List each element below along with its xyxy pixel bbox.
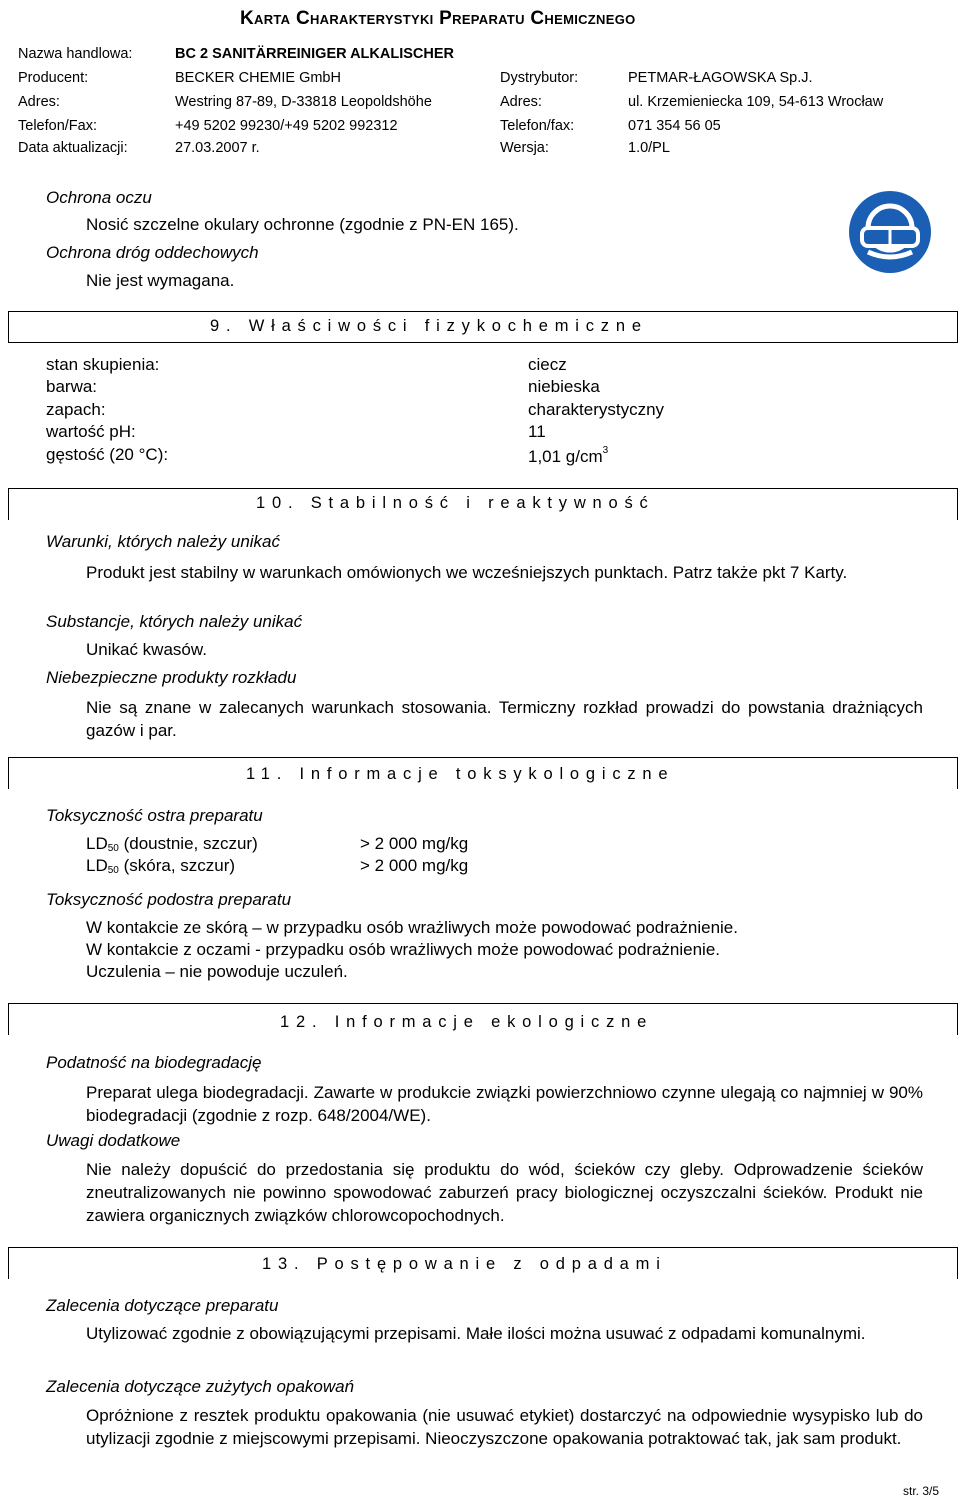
section12-h1: Podatność na biodegradację (46, 1053, 262, 1072)
density-label (46, 445, 168, 465)
eyes-heading: Ochrona oczu (46, 188, 152, 207)
ld50-oral-value: > 2 000 mg/kg (360, 834, 469, 853)
resp-text: Nie jest wymagana. (86, 271, 235, 290)
section12-title: 12. Informacje ekologiczne (280, 1013, 654, 1031)
ld-prefix: LD (86, 834, 108, 853)
ld-prefix: LD (86, 856, 108, 875)
distributor: PETMAR-ŁAGOWSKA Sp.J. (628, 70, 813, 86)
section12-p2: Nie należy dopuścić do przedostania się produktu do wód, ścieków czy gleby. Odprowadzenie ścieków zneutralizowanych nie powinno spowodować zaburzeń pracy biologicznej oczyszczalni ścieków. Produkt nie zawiera organicznych związków chlorowcopochodnych. (86, 1160, 923, 1225)
section11-h1: Toksyczność ostra preparatu (46, 806, 263, 825)
density-number: 1,01 g/cm (528, 447, 603, 466)
version-label: Wersja: (500, 140, 549, 156)
section11-left-edge (8, 757, 9, 789)
ld-row1-label: (doustnie, szczur) (123, 834, 258, 853)
section13-p1: Utylizować zgodnie z obowiązującymi przepisami. Małe ilości można usuwać z odpadami komunalnymi. (86, 1324, 866, 1343)
section9-left-edge (8, 311, 9, 343)
dist-phone-label: Telefon/fax: (500, 118, 575, 134)
prop-label: barwa: (46, 377, 98, 396)
section11-l3: Uczulenia – nie powoduje uczuleń. (86, 962, 348, 981)
prop-value: 11 (528, 422, 546, 441)
prop-value: ciecz (528, 355, 567, 374)
section9-rule (8, 311, 958, 312)
ld50-dermal-value: > 2 000 mg/kg (360, 856, 469, 875)
prop-label: wartość pH: (46, 422, 136, 441)
ld-row2-label: (skóra, szczur) (123, 856, 236, 875)
section13-h2: Zalecenia dotyczące zużytych opakowań (46, 1377, 355, 1396)
section10-p3: Nie są znane w zalecanych warunkach stosowania. Termiczny rozkład prowadzi do powstania drażniących gazów i par. (86, 698, 923, 740)
producer-label: Producent: (18, 70, 89, 86)
section13-h1: Zalecenia dotyczące preparatu (46, 1296, 279, 1315)
section9-right-edge (957, 311, 958, 343)
prop-label: zapach: (46, 400, 106, 419)
section12-left-edge (8, 1003, 9, 1035)
section10-left-edge (8, 488, 9, 520)
section10-h3: Niebezpieczne produkty rozkładu (46, 668, 297, 687)
address: Westring 87-89, D-33818 Leopoldshöhe (175, 94, 432, 110)
version: 1.0/PL (628, 140, 670, 156)
section10-title: 10. Stabilność i reaktywność (256, 494, 655, 512)
section10-h2: Substancje, których należy unikać (46, 612, 303, 631)
section11-title: 11. Informacje toksykologiczne (246, 765, 675, 783)
section12-right-edge (957, 1003, 958, 1035)
dist-address-label: Adres: (500, 94, 542, 110)
phone-label: Telefon/Fax: (18, 118, 97, 134)
density-label-pre: gęstość (20 (46, 445, 139, 464)
address-label: Adres: (18, 94, 60, 110)
ld-sub: 50 (107, 865, 119, 876)
degree-symbol: ° (138, 445, 146, 464)
distributor-label: Dystrybutor: (500, 70, 579, 86)
phone: +49 5202 99230/+49 5202 992312 (175, 118, 398, 134)
producer: BECKER CHEMIE GmbH (175, 70, 341, 86)
density-exponent: 3 (602, 445, 609, 456)
safety-goggles-icon (848, 190, 932, 274)
section10-rule (8, 488, 958, 489)
section12-h2: Uwagi dodatkowe (46, 1131, 181, 1150)
ld-sub: 50 (107, 843, 119, 854)
section9-rule-bottom (8, 342, 958, 343)
eyes-text: Nosić szczelne okulary ochronne (zgodnie z PN-EN 165). (86, 215, 519, 234)
section13-title: 13. Postępowanie z odpadami (262, 1255, 667, 1273)
document-title: Karta Charakterystyki Preparatu Chemicznego (240, 8, 636, 29)
section12-rule (8, 1003, 958, 1004)
dist-phone: 071 354 56 05 (628, 118, 721, 134)
dist-address: ul. Krzemieniecka 109, 54-613 Wrocław (628, 94, 884, 110)
page-number: str. 3/5 (903, 1484, 940, 1498)
prop-value: charakterystyczny (528, 400, 665, 419)
resp-heading: Ochrona dróg oddechowych (46, 243, 259, 262)
section10-right-edge (957, 488, 958, 520)
section11-h2: Toksyczność podostra preparatu (46, 890, 292, 909)
section13-left-edge (8, 1247, 9, 1279)
date: 27.03.2007 r. (175, 140, 260, 156)
density-label-post: C): (145, 445, 169, 464)
section11-l1: W kontakcie ze skórą – w przypadku osób wrażliwych może powodować podrażnienie. (86, 918, 738, 937)
section9-title: 9. Właściwości fizykochemiczne (210, 317, 648, 335)
date-label: Data aktualizacji: (18, 140, 128, 156)
section10-p1: Produkt jest stabilny w warunkach omówionych we wcześniejszych punktach. Patrz także pkt 7 Karty. (86, 563, 848, 582)
density-value (528, 445, 608, 467)
section11-rule (8, 757, 958, 758)
section13-p2: Opróżnione z resztek produktu opakowania (nie usuwać etykiet) dostarczyć na odpowiednie wysypisko lub do utylizacji zgodnie z miejscowymi przepisami. Nieoczyszczone opakowania potraktować tak, jak sam produkt. (86, 1406, 923, 1448)
trade-name-label: Nazwa handlowa: (18, 46, 133, 62)
section10-p2: Unikać kwasów. (86, 640, 207, 659)
ld50-dermal-label (86, 856, 235, 876)
trade-name: BC 2 SANITÄRREINIGER ALKALISCHER (175, 46, 455, 62)
section13-rule (8, 1247, 958, 1248)
prop-value: niebieska (528, 377, 600, 396)
prop-label: stan skupienia: (46, 355, 160, 374)
section10-h1: Warunki, których należy unikać (46, 532, 281, 551)
section13-right-edge (957, 1247, 958, 1279)
section11-right-edge (957, 757, 958, 789)
ld50-oral-label (86, 834, 258, 854)
section11-l2: W kontakcie z oczami - przypadku osób wrażliwych może powodować podrażnienie. (86, 940, 721, 959)
section12-p1: Preparat ulega biodegradacji. Zawarte w produkcie związki powierzchniowo czynne ulegają co najmniej w 90% biodegradacji (zgodnie z rozp. 648/2004/WE). (86, 1083, 923, 1125)
